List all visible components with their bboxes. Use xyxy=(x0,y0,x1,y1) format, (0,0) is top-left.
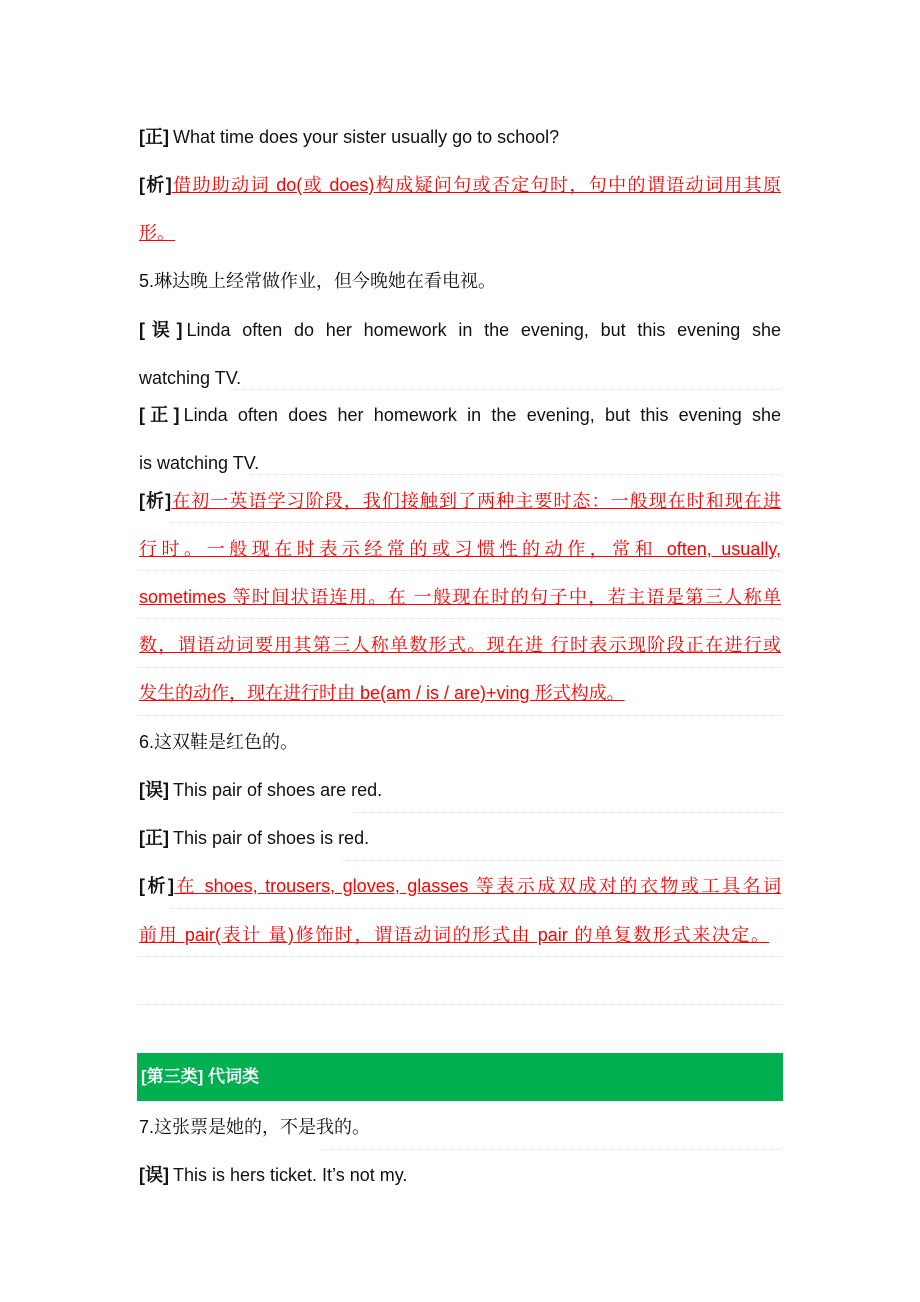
divider xyxy=(139,667,781,668)
wrong-line-cont: watching TV. xyxy=(139,368,242,388)
section-title: [第三类] 代词类 xyxy=(141,1067,260,1086)
wrong-text: This is hers ticket. It’s not my. xyxy=(173,1165,408,1185)
wrong-line xyxy=(139,777,382,803)
analysis-label: [析] xyxy=(139,876,175,896)
wrong-text: Linda often do her homework in the evening, but this evening she xyxy=(186,320,781,340)
wrong-line xyxy=(139,317,781,343)
analysis-line xyxy=(139,172,781,198)
section-header xyxy=(137,1053,783,1101)
analysis-line xyxy=(139,873,781,899)
analysis-line: 行时。一般现在时表示经常的或习惯性的动作，常和 often, usually, xyxy=(139,539,781,559)
divider xyxy=(170,908,781,909)
correct-text: Linda often does her homework in the evening, but this evening she xyxy=(183,405,782,425)
analysis-label: [析] xyxy=(139,175,172,195)
divider xyxy=(343,860,781,861)
question-7: 7.这张票是她的，不是我的。 xyxy=(139,1117,371,1137)
wrong-label: [误] xyxy=(139,320,183,340)
correct-line xyxy=(139,825,369,851)
correct-label: [正] xyxy=(139,828,169,848)
correct-text: This pair of shoes is red. xyxy=(173,828,370,848)
analysis-line xyxy=(139,488,781,514)
analysis-line: 形。 xyxy=(139,223,175,243)
correct-line-cont: is watching TV. xyxy=(139,453,260,473)
analysis-label: [析] xyxy=(139,491,172,511)
question-6: 6.这双鞋是红色的。 xyxy=(139,732,299,752)
correct-label: [正] xyxy=(139,405,180,425)
divider xyxy=(230,389,781,390)
divider xyxy=(139,956,781,957)
analysis-line: 前用 pair(表计 量)修饰时，谓语动词的形式由 pair 的单复数形式来决定。 xyxy=(139,925,769,945)
correct-label: [正] xyxy=(139,127,169,147)
correct-line xyxy=(139,124,559,150)
wrong-label: [误] xyxy=(139,1165,169,1185)
divider xyxy=(139,715,781,716)
divider xyxy=(139,1004,781,1005)
analysis-line: sometimes 等时间状语连用。在 一般现在时的句子中，若主语是第三人称单 xyxy=(139,587,781,607)
analysis-line: 数，谓语动词要用其第三人称单数形式。现在进 行时表示现阶段正在进行或 xyxy=(139,635,781,655)
divider xyxy=(250,474,781,475)
analysis-text: 在 shoes, trousers, gloves, glasses 等表示成双成对的衣物或工具名词 xyxy=(174,876,781,896)
analysis-text: 在初一英语学习阶段，我们接触到了两种主要时态：一般现在时和现在进 xyxy=(171,491,781,511)
analysis-text: 借助助动词 do(或 does)构成疑问句或否定句时，句中的谓语动词用其原 xyxy=(171,175,781,195)
question-5: 5.琳达晚上经常做作业，但今晚她在看电视。 xyxy=(139,271,497,291)
wrong-text: This pair of shoes are red. xyxy=(173,780,383,800)
divider xyxy=(139,618,781,619)
divider xyxy=(170,522,781,523)
analysis-line: 发生的动作，现在进行时由 be(am / is / are)+ving 形式构成。 xyxy=(139,683,625,703)
correct-line xyxy=(139,402,781,428)
divider xyxy=(355,812,781,813)
wrong-line xyxy=(139,1162,407,1188)
divider xyxy=(323,1149,781,1150)
correct-text: What time does your sister usually go to school? xyxy=(173,127,560,147)
wrong-label: [误] xyxy=(139,780,169,800)
divider xyxy=(139,570,781,571)
